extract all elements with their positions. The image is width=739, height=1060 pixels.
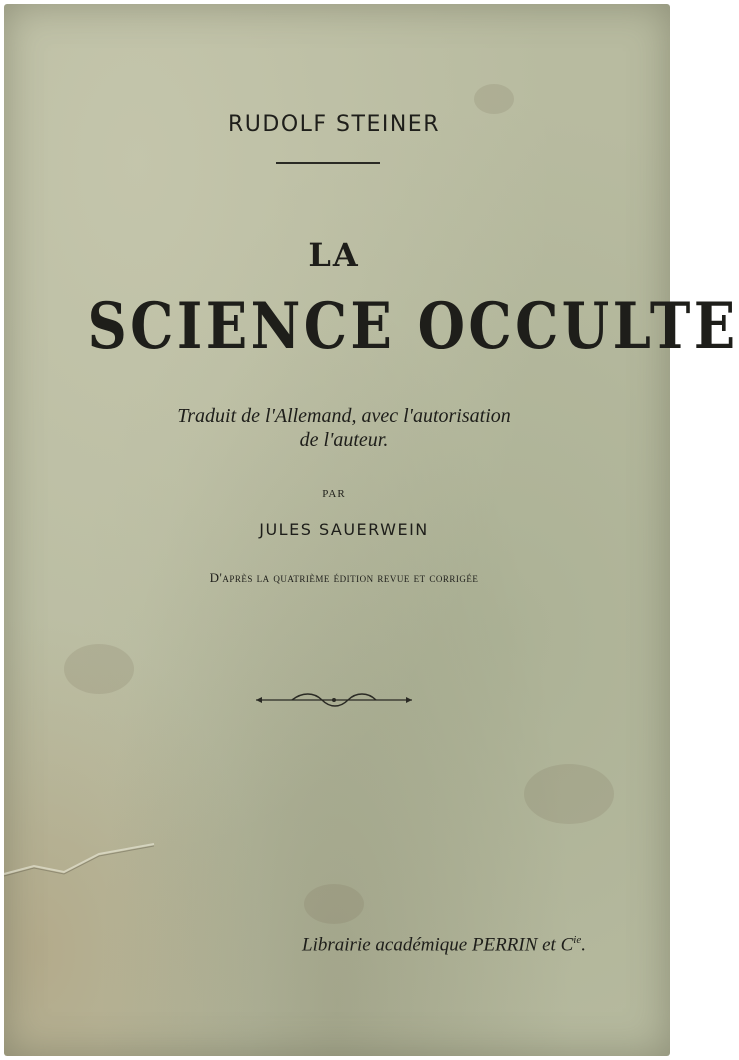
translation-note-line1: Traduit de l'Allemand, avec l'autorisation	[177, 405, 511, 427]
title-divider	[276, 162, 380, 164]
publisher-superscript: ie	[573, 934, 582, 946]
translation-note-line2: de l'auteur.	[299, 429, 389, 451]
paper-stain	[474, 84, 514, 114]
edition-note: D'après la quatrième édition revue et corrigée	[209, 570, 479, 585]
publisher-name: Librairie académique PERRIN et C	[302, 934, 574, 956]
ornament-divider	[252, 690, 416, 710]
book-cover	[4, 4, 739, 1056]
paper-stain	[524, 764, 614, 824]
author-name: RUDOLF STEINER	[228, 112, 440, 137]
publisher-period: .	[581, 934, 586, 956]
by-label: PAR	[322, 488, 346, 500]
title-article: LA	[308, 236, 360, 274]
paper-stain	[304, 884, 364, 924]
translator-name: JULES SAUERWEIN	[259, 520, 429, 539]
book-title: SCIENCE OCCULTE	[87, 289, 739, 364]
torn-corner	[4, 844, 154, 924]
translation-note	[104, 404, 584, 452]
paper-stain	[64, 644, 134, 694]
publisher-line	[244, 934, 644, 956]
